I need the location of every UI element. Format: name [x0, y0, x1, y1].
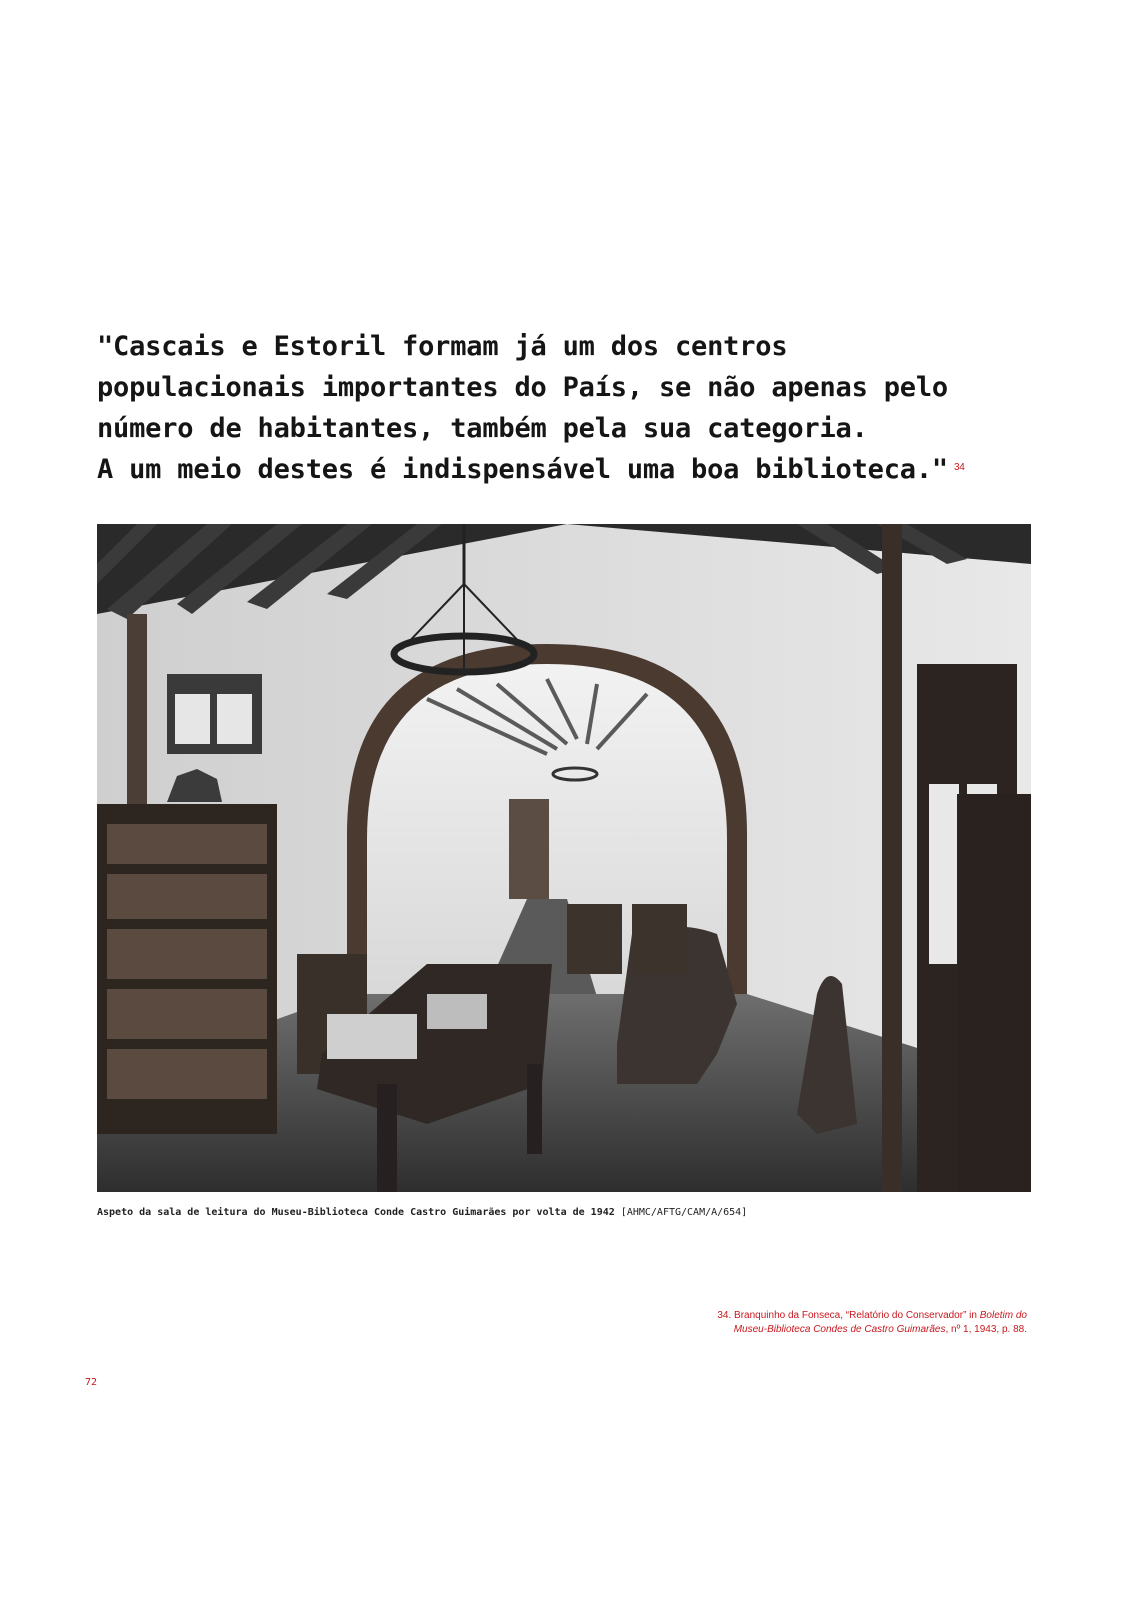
caption-reference: [AHMC/AFTG/CAM/A/654]	[620, 1207, 748, 1218]
photo-caption	[97, 1207, 1057, 1218]
footnote-part2: , nº 1, 1943, p. 88.	[945, 1324, 1027, 1335]
quote-line-4: A um meio destes é indispensável uma boa biblioteca."	[97, 454, 948, 485]
footnote-title-part1: Boletim do	[979, 1310, 1027, 1321]
quote-line-2: populacionais importantes do País, se não apenas pelo	[97, 372, 948, 403]
footnote-marker: 34	[953, 462, 965, 473]
footnote	[567, 1309, 1027, 1337]
footnote-title-part2: Museu-Biblioteca Condes de Castro Guimarães	[733, 1324, 946, 1335]
footnote-part1: 34. Branquinho da Fonseca, “Relatório do Conservador” in	[717, 1310, 980, 1321]
page-number: 72	[85, 1377, 98, 1388]
pull-quote	[97, 326, 1057, 490]
quote-line-4-wrap	[97, 449, 1057, 490]
quote-line-3: número de habitantes, também pela sua categoria.	[97, 413, 868, 444]
quote-line-1: "Cascais e Estoril formam já um dos centros	[97, 331, 788, 362]
reading-room-photograph	[97, 524, 1031, 1192]
caption-text: Aspeto da sala de leitura do Museu-Biblioteca Conde Castro Guimarães por volta de 1942	[97, 1207, 615, 1218]
